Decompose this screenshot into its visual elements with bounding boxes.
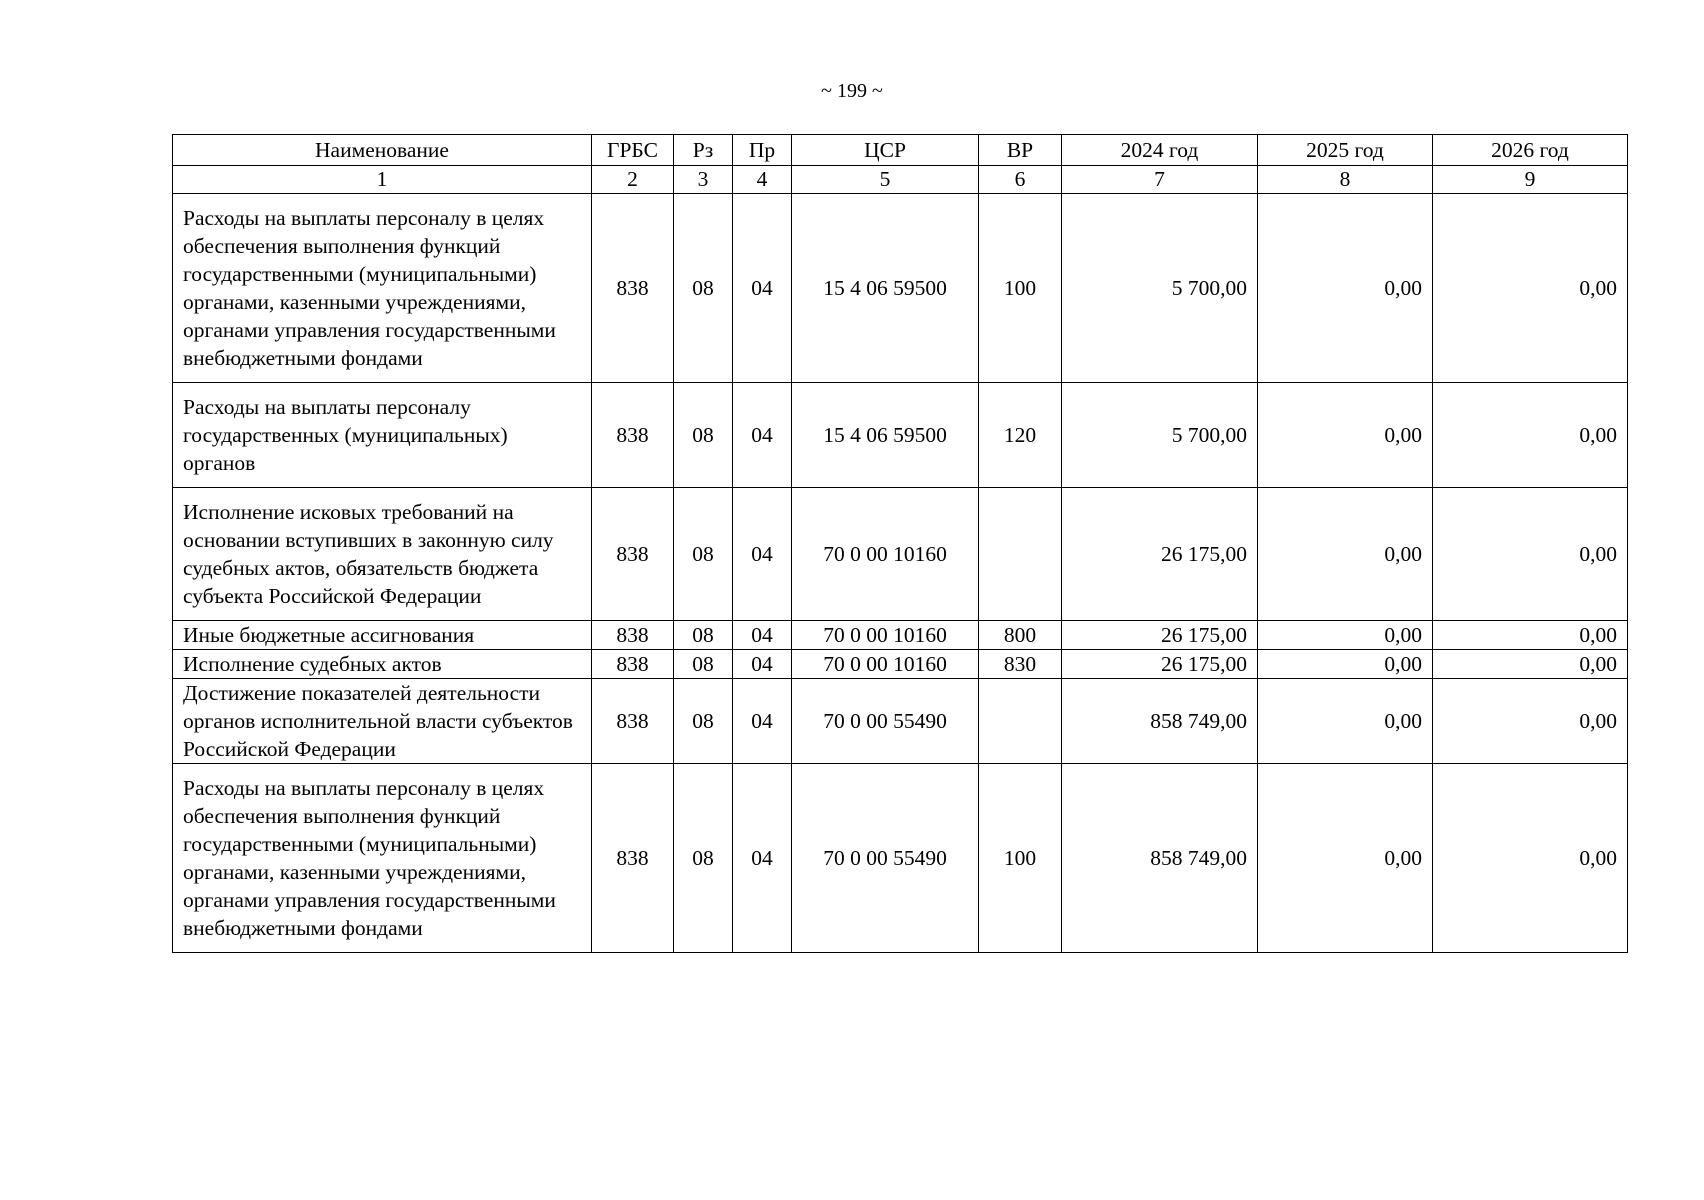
cell-2024: 26 175,00	[1062, 621, 1258, 650]
cell-2026: 0,00	[1433, 764, 1628, 953]
cell-csr: 70 0 00 55490	[792, 764, 979, 953]
cell-vr	[979, 488, 1062, 621]
cell-pr: 04	[733, 488, 792, 621]
cell-vr: 120	[979, 383, 1062, 488]
column-number: 9	[1433, 166, 1628, 194]
column-number: 8	[1258, 166, 1433, 194]
cell-name: Исполнение исковых требований на основании вступивших в законную силу судебных актов, обязательств бюджета субъекта Российской Федерации	[173, 488, 592, 621]
column-number: 4	[733, 166, 792, 194]
cell-csr: 70 0 00 10160	[792, 621, 979, 650]
cell-vr: 100	[979, 194, 1062, 383]
header-pr: Пр	[733, 135, 792, 166]
cell-name: Расходы на выплаты персоналу государственных (муниципальных) органов	[173, 383, 592, 488]
cell-2025: 0,00	[1258, 488, 1433, 621]
cell-2026: 0,00	[1433, 650, 1628, 679]
column-number: 1	[173, 166, 592, 194]
cell-vr: 800	[979, 621, 1062, 650]
cell-pr: 04	[733, 383, 792, 488]
cell-pr: 04	[733, 679, 792, 764]
cell-2025: 0,00	[1258, 679, 1433, 764]
cell-csr: 70 0 00 10160	[792, 488, 979, 621]
header-rz: Рз	[674, 135, 733, 166]
header-2026: 2026 год	[1433, 135, 1628, 166]
cell-2025: 0,00	[1258, 194, 1433, 383]
cell-rz: 08	[674, 764, 733, 953]
cell-rz: 08	[674, 679, 733, 764]
column-number: 3	[674, 166, 733, 194]
column-number: 2	[592, 166, 674, 194]
cell-pr: 04	[733, 764, 792, 953]
cell-2026: 0,00	[1433, 621, 1628, 650]
cell-grbs: 838	[592, 621, 674, 650]
cell-grbs: 838	[592, 383, 674, 488]
cell-rz: 08	[674, 194, 733, 383]
column-number: 5	[792, 166, 979, 194]
cell-2024: 858 749,00	[1062, 679, 1258, 764]
cell-pr: 04	[733, 194, 792, 383]
cell-2026: 0,00	[1433, 488, 1628, 621]
cell-name: Достижение показателей деятельности органов исполнительной власти субъектов Российской Федерации	[173, 679, 592, 764]
cell-vr: 100	[979, 764, 1062, 953]
table-row	[173, 679, 1628, 764]
cell-2026: 0,00	[1433, 679, 1628, 764]
cell-2024: 26 175,00	[1062, 650, 1258, 679]
cell-rz: 08	[674, 383, 733, 488]
cell-2026: 0,00	[1433, 194, 1628, 383]
table-row	[173, 383, 1628, 488]
cell-2025: 0,00	[1258, 621, 1433, 650]
cell-grbs: 838	[592, 194, 674, 383]
cell-2025: 0,00	[1258, 383, 1433, 488]
cell-2024: 26 175,00	[1062, 488, 1258, 621]
cell-csr: 15 4 06 59500	[792, 194, 979, 383]
table-row	[173, 650, 1628, 679]
cell-rz: 08	[674, 650, 733, 679]
column-number: 6	[979, 166, 1062, 194]
cell-2025: 0,00	[1258, 650, 1433, 679]
table-row	[173, 764, 1628, 953]
cell-name: Расходы на выплаты персоналу в целях обеспечения выполнения функций государственными (муниципальными) органами, казенными учреждениями, органами управления государственными внебюджетными фондами	[173, 764, 592, 953]
table-row	[173, 194, 1628, 383]
header-name: Наименование	[173, 135, 592, 166]
cell-name: Исполнение судебных актов	[173, 650, 592, 679]
cell-2026: 0,00	[1433, 383, 1628, 488]
cell-vr	[979, 679, 1062, 764]
header-2024: 2024 год	[1062, 135, 1258, 166]
cell-rz: 08	[674, 488, 733, 621]
cell-grbs: 838	[592, 764, 674, 953]
column-number: 7	[1062, 166, 1258, 194]
cell-pr: 04	[733, 650, 792, 679]
cell-csr: 70 0 00 10160	[792, 650, 979, 679]
budget-table	[172, 134, 1628, 953]
header-csr: ЦСР	[792, 135, 979, 166]
page-number: ~ 199 ~	[821, 80, 883, 102]
header-grbs: ГРБС	[592, 135, 674, 166]
cell-grbs: 838	[592, 650, 674, 679]
column-number-row	[173, 166, 1628, 194]
header-vr: ВР	[979, 135, 1062, 166]
cell-2024: 5 700,00	[1062, 383, 1258, 488]
cell-vr: 830	[979, 650, 1062, 679]
cell-pr: 04	[733, 621, 792, 650]
cell-name: Иные бюджетные ассигнования	[173, 621, 592, 650]
cell-2024: 5 700,00	[1062, 194, 1258, 383]
cell-grbs: 838	[592, 488, 674, 621]
cell-2025: 0,00	[1258, 764, 1433, 953]
header-2025: 2025 год	[1258, 135, 1433, 166]
header-row	[173, 135, 1628, 166]
table-row	[173, 488, 1628, 621]
cell-csr: 70 0 00 55490	[792, 679, 979, 764]
cell-name: Расходы на выплаты персоналу в целях обеспечения выполнения функций государственными (муниципальными) органами, казенными учреждениями, органами управления государственными внебюджетными фондами	[173, 194, 592, 383]
cell-2024: 858 749,00	[1062, 764, 1258, 953]
cell-csr: 15 4 06 59500	[792, 383, 979, 488]
cell-grbs: 838	[592, 679, 674, 764]
cell-rz: 08	[674, 621, 733, 650]
table-row	[173, 621, 1628, 650]
